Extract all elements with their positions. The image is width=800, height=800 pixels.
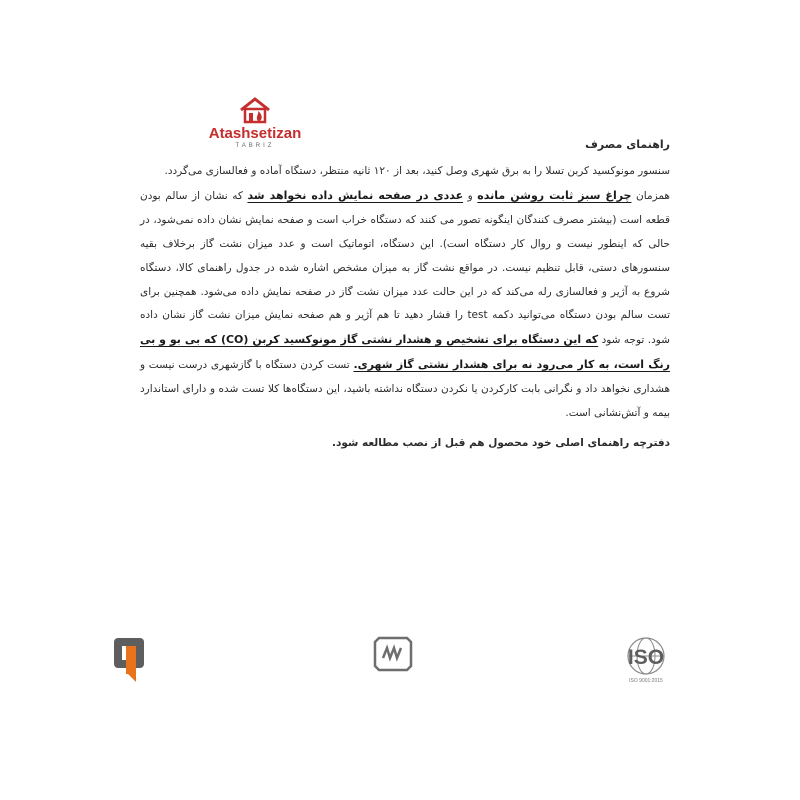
guide-paragraph-2	[140, 184, 670, 426]
certification-badge-orange	[112, 636, 148, 684]
guide-paragraph-1: سنسور مونوکسید کربن تسلا را به برق شهری وصل کنید، بعد از ۱۲۰ ثانیه منتظر، دستگاه آماده و فعالسازی می‌گردد.	[164, 165, 670, 177]
p2-text-a: همزمان	[636, 189, 670, 202]
p2-text-c: که نشان از سالم بودن قطعه است (بیشتر مصرف کنندگان اینگونه تصور می کنند که دستگاه خراب است و صفحه نمایش نشان داده نمی‌شود، در حالی که اینطور نیست و روال کار دستگاه است). این دستگاه، اتوماتیک است و عدد میزان نشت گاز برخلاف بقیه سنسورهای دستی، قابل تنظیم نیست. در مواقع نشت گاز به میزان مشخص اشاره شده در جدول راهنمای کالا، دستگاه شروع به آژیر و فعالسازی رله می‌کند که در این حالت عدد میزان نشت گاز در صفحه نمایش داده می‌شود. همچنین برای تست سالم بودن دستگاه می‌توانید دکمه test را فشار دهید تا هم آژیر و هم صفحه نمایش میزان نشت گاز نشان داده شود. توجه شود	[140, 189, 670, 347]
p2-text-b: و	[467, 189, 473, 202]
brand-name: Atashsetizan	[208, 125, 302, 142]
p2-highlight-no-number: عددی در صفحه نمایش داده نخواهد شد	[247, 188, 464, 202]
p2-highlight-co-warning: که این دستگاه برای تشخیص و هشدار نشتی گاز مونوکسید کربن (CO) که بی بو و بی رنگ است، به کار می‌رود نه برای هشدار نشتی گاز شهری.	[140, 333, 670, 372]
house-flame-icon	[238, 96, 272, 124]
standard-mark-badge	[371, 634, 415, 674]
iso-standard-label: ISO 9001:2015	[629, 678, 663, 684]
p2-highlight-green-light: چراغ سبز ثابت روشن مانده	[477, 188, 632, 202]
p2-text-d: تست کردن دستگاه با گازشهری درست نیست و هشداری نخواهد داد و نگرانی بابت کارکردن یا نکردن دستگاه نداشته باشید، این دستگاه‌ها کلا تست شده و دارای استاندارد بیمه و آتش‌نشانی است.	[140, 359, 670, 420]
guide-heading: راهنمای مصرف	[585, 138, 670, 151]
guide-note: دفترچه راهنمای اصلی خود محصول هم قبل از نصب مطالعه شود.	[332, 436, 670, 449]
iso-badge	[618, 636, 674, 688]
certification-mark-icon	[112, 636, 148, 684]
usage-guide	[140, 136, 670, 452]
national-standard-icon	[371, 634, 415, 674]
iso-label: ISO	[627, 646, 665, 669]
brand-subtitle: TABRIZ	[235, 143, 275, 149]
